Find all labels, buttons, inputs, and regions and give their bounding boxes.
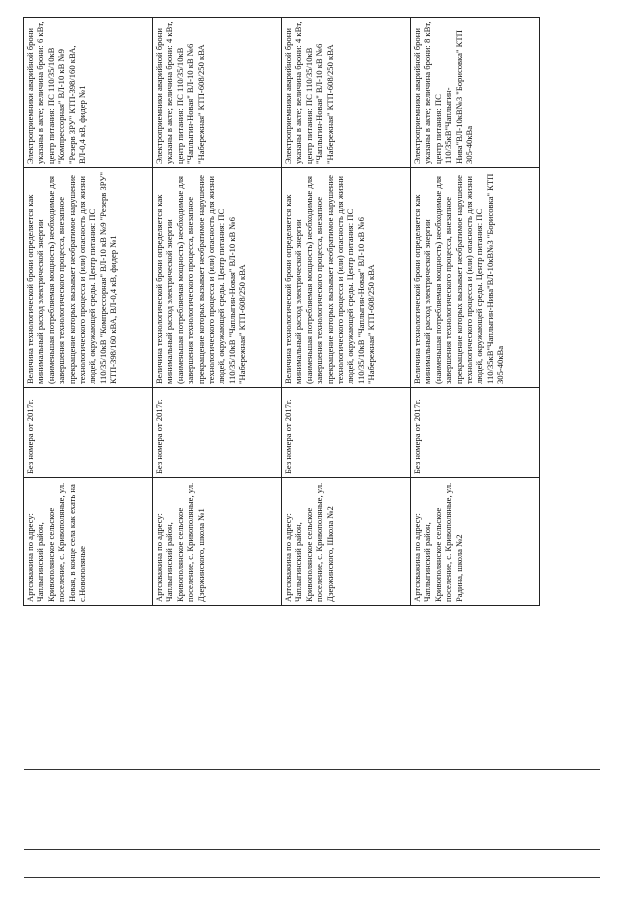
table-row xyxy=(24,18,153,606)
reserve-cell: Электроприемники аварийной брони указаны в акте; величина брони: 4 кВт, центр питания: ПС 110/35/10кВ "Чаплыгин-Новая" ВЛ-10 кВ №6 "Набережная" КТП-608/250 кВА xyxy=(282,18,411,168)
reserve-cell: Электроприемники аварийной брони указаны в акте; величина брони: 6 кВт, центр питания: ПС 110/35/10кВ "Компрессорная" ВЛ-10 кВ №9 "Резерв ЗРУ" КТП-398/160 кВА, ВЛ-0,4 кВ, фидер №1 xyxy=(24,18,153,168)
description-cell: Величина технологической брони определяется как минимальный расход электрической энергии (наименьшая потребляемая мощность) необходимые для завершения технологического процесса, внезапное прекращение которых вызывает необратимое нарушение технологического процесса и (или) опасность для жизни людей, окружающей среды. Центр питания: ПС 110/35кВ"Чаплыгин-Нива"ВЛ-10кВ№3 "Борисовка" КТП 305-40кВа xyxy=(411,168,540,388)
description-cell: Величина технологической брони определяется как минимальный расход электрической энергии (наименьшая потребляемая мощность) необходимые для завершения технологического процесса, внезапное прекращение которых вызывает необратимое нарушение технологического процесса и (или) опасность для жизни людей, окружающей среды. Центр питания: ПС 110/35/10кВ "Чаплыгин-Новая" ВЛ-10 кВ №6 "Набережная" КТП-608/250 кВА xyxy=(153,168,282,388)
address-cell: Артскважина по адресу: Чаплыгинский район, Кривополянское сельское поселение, с. Кривополяные, ул. Новая, в конце села как ехать на с.Новополяные xyxy=(24,478,153,606)
ruled-line xyxy=(24,877,600,878)
rotated-page xyxy=(12,6,628,888)
page-content xyxy=(12,6,628,888)
address-cell: Артскважина по адресу: Чаплыгинский район, Кривополянское сельское поселение, с. Кривополяные, ул. Дзержинского, школа №1 xyxy=(153,478,282,606)
address-cell: Артскважина по адресу: Чаплыгинский район, Кривополянское сельское поселение, с. Кривополяные, ул. Радина, школа №2 xyxy=(411,478,540,606)
reserve-cell: Электроприемники аварийной брони указаны в акте; величина брони: 4 кВт, центр питания: ПС 110/35/10кВ "Чаплыгин-Новая" ВЛ-10 кВ №6 "Набережная" КТП-608/250 кВА xyxy=(153,18,282,168)
act-cell: Без номера от 2017г. xyxy=(282,388,411,478)
table-row xyxy=(282,18,411,606)
address-cell: Артскважина по адресу: Чаплыгинский район, Кривополянское сельское поселение, с. Кривополяные, ул. Дзержинского, Школа №2 xyxy=(282,478,411,606)
ruled-line xyxy=(24,849,600,850)
ruled-line xyxy=(24,769,600,770)
act-cell: Без номера от 2017г. xyxy=(153,388,282,478)
description-cell: Величина технологической брони определяется как минимальный расход электрической энергии (наименьшая потребляемая мощность) необходимые для завершения технологического процесса, внезапное прекращение которых вызывает необратимое нарушение технологического процесса и (или) опасность для жизни людей, окружающей среды. Центр питания: ПС 110/35/10кВ "Компрессорная" ВЛ-10 кВ №9 "Резерв ЗРУ" КТП-398/160 кВА, ВЛ-0,4 кВ, фидер №1 xyxy=(24,168,153,388)
act-cell: Без номера от 2017г. xyxy=(411,388,540,478)
table-row xyxy=(153,18,282,606)
reserve-cell: Электроприемники аварийной брони указаны в акте; величина брони: 8 кВт, центр питания: ПС 110/35кВ"Чаплыгин- Нива"ВЛ-10кВ№3 "Борисовка" КТП 305-40кВа xyxy=(411,18,540,168)
description-cell: Величина технологической брони определяется как минимальный расход электрической энергии (наименьшая потребляемая мощность) необходимые для завершения технологического процесса, внезапное прекращение которых вызывает необратимое нарушение технологического процесса и (или) опасность для жизни людей, окружающей среды. Центр питания: ПС 110/35/10кВ "Чаплыгин-Новая" ВЛ-10 кВ №6 "Набережная" КТП-608/250 кВА xyxy=(282,168,411,388)
table-row xyxy=(411,18,540,606)
act-cell: Без номера от 2017г. xyxy=(24,388,153,478)
reserve-acts-table xyxy=(23,17,540,606)
